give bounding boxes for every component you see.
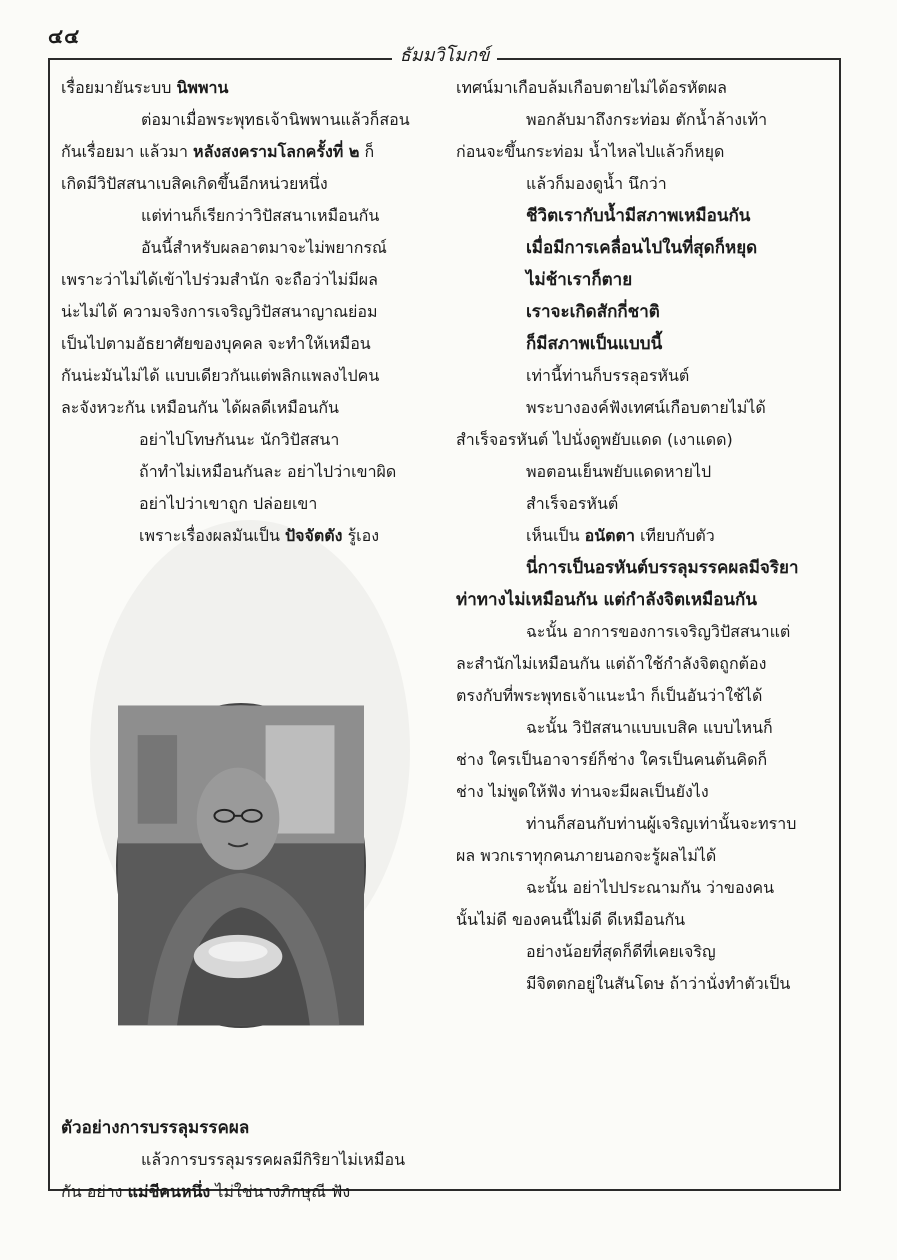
text-line-r27 (456, 908, 685, 932)
text-line-plain: ละสำนักไม่เหมือนกัน แต่ถ้าใช้กำลังจิตถูกต้อง (456, 654, 767, 673)
text-line-plain: กัน อย่าง (61, 1182, 128, 1201)
text-line-r14 (526, 492, 618, 516)
text-line-plain: พอตอนเย็นพยับแดดหายไป (526, 462, 712, 481)
text-line-l7 (61, 268, 378, 292)
text-line-l13 (139, 460, 396, 484)
text-line-bold: ก็มีสภาพเป็นแบบนี้ (526, 334, 663, 354)
text-line-plain: อย่าไปโทษกันนะ นักวิปัสสนา (139, 430, 340, 449)
text-line-plain: แล้วก็มองดูน้ำ นึกว่า (526, 174, 667, 193)
text-line-plain: ต่อมาเมื่อพระพุทธเจ้านิพพานแล้วก็สอน (141, 110, 410, 129)
text-line-after: ก็ (359, 142, 375, 161)
text-line-l3 (61, 140, 374, 164)
page-number: ๔๔ (48, 24, 81, 48)
text-line-plain: เพราะว่าไม่ได้เข้าไปร่วมสำนัก จะถือว่าไม่มีผล (61, 270, 378, 289)
text-line-r15 (526, 524, 715, 548)
text-line-bold: แม่ชีคนหนึ่ง (127, 1182, 211, 1201)
text-line-plain: เรื่อยมายันระบบ (61, 78, 177, 97)
text-line-r23 (456, 780, 709, 804)
text-line-r12 (456, 428, 733, 452)
text-line-plain: แล้วการบรรลุมรรคผลมีกิริยาไม่เหมือน (141, 1150, 406, 1169)
text-line-r18 (526, 620, 790, 644)
text-line-l12 (139, 428, 339, 452)
text-line-bold: อนัตตา (584, 526, 635, 545)
text-line-r22 (456, 748, 767, 772)
text-line-plain: เห็นเป็น (526, 526, 585, 545)
text-line-plain: กันเรื่อยมา แล้วมา (61, 142, 194, 161)
text-line-plain: เพราะเรื่องผลมันเป็น (139, 526, 285, 545)
text-line-bold: เราจะเกิดสักกี่ชาติ (526, 302, 660, 322)
text-line-l17 (141, 1148, 405, 1172)
text-line-r28 (526, 940, 716, 964)
text-line-l5 (141, 204, 379, 228)
text-line-after: ไม่ใช่นางภิกษุณี ฟัง (210, 1182, 351, 1201)
text-line-l2 (141, 108, 410, 132)
text-line-l10 (61, 364, 379, 388)
text-line-plain: พระบางองค์ฟังเทศน์เกือบตายไม่ได้ (526, 398, 766, 417)
text-line-r8 (526, 300, 660, 324)
text-line-r3 (456, 140, 724, 164)
text-line-plain: ฉะนั้น อาการของการเจริญวิปัสสนาแต่ (526, 622, 791, 641)
text-line-l9 (61, 332, 371, 356)
text-line-plain: ฉะนั้น วิปัสสนาแบบเบสิค แบบไหนก็ (526, 718, 773, 737)
text-line-r6 (526, 236, 757, 260)
text-line-after: เทียบกับตัว (634, 526, 715, 545)
text-line-l4 (61, 172, 328, 196)
text-line-plain: เป็นไปตามอัธยาศัยของบุคคล จะทำให้เหมือน (61, 334, 371, 353)
text-line-r5 (526, 204, 750, 228)
text-line-bold: ท่าทางไม่เหมือนกัน แต่กำลังจิตเหมือนกัน (456, 590, 757, 610)
text-line-plain: นั้นไม่ดี ของคนนี้ไม่ดี ดีเหมือนกัน (456, 910, 686, 929)
text-line-plain: กันน่ะมันไม่ได้ แบบเดียวกันแต่พลิกแพลงไปคน (61, 366, 380, 385)
text-line-plain: ตรงกับที่พระพุทธเจ้าแนะนำ ก็เป็นอันว่าใช้ได้ (456, 686, 763, 705)
text-line-l14 (139, 492, 317, 516)
text-line-plain: ผล พวกเราทุกคนภายนอกจะรู้ผลไม่ได้ (456, 846, 717, 865)
text-line-plain: ก่อนจะขึ้นกระท่อม น้ำไหลไปแล้วก็หยุด (456, 142, 725, 161)
text-line-plain: ช่าง ใครเป็นอาจารย์ก็ช่าง ใครเป็นคนต้นคิดก็ (456, 750, 768, 769)
text-line-r7 (526, 268, 632, 292)
text-line-plain: เกิดมีวิปัสสนาเบสิคเกิดขึ้นอีกหน่วยหนึ่ง (61, 174, 328, 193)
text-line-bold: นิพพาน (176, 78, 229, 97)
text-line-plain: เท่านี้ท่านก็บรรลุอรหันต์ (526, 366, 690, 385)
text-line-bold: ชีวิตเรากับน้ำมีสภาพเหมือนกัน (526, 206, 751, 226)
text-line-plain: สำเร็จอรหันต์ (526, 494, 619, 513)
text-line-r20 (456, 684, 762, 708)
text-line-bold: หลังสงครามโลกครั้งที่ ๒ (193, 142, 360, 161)
text-line-bold: ตัวอย่างการบรรลุมรรคผล (61, 1118, 250, 1138)
text-line-l1 (61, 76, 228, 100)
text-line-bold: ไม่ช้าเราก็ตาย (526, 270, 633, 290)
monk-portrait-photo (116, 703, 366, 1028)
text-line-plain: อย่าไปว่าเขาถูก ปล่อยเขา (139, 494, 318, 513)
text-line-r11 (526, 396, 766, 420)
text-line-r19 (456, 652, 766, 676)
text-line-plain: แต่ท่านก็เรียกว่าวิปัสสนาเหมือนกัน (141, 206, 380, 225)
text-line-l15 (139, 524, 379, 548)
text-line-plain: อันนี้สำหรับผลอาตมาจะไม่พยากรณ์ (141, 238, 387, 257)
text-line-plain: พอกลับมาถึงกระท่อม ตักน้ำล้างเท้า (526, 110, 768, 129)
text-line-plain: ฉะนั้น อย่าไปประณามกัน ว่าของคน (526, 878, 775, 897)
text-line-bold: เมื่อมีการเคลื่อนไปในที่สุดก็หยุด (526, 238, 758, 258)
text-line-r9 (526, 332, 662, 356)
text-line-bold: ปัจจัตตัง (284, 526, 343, 545)
text-line-r17 (456, 588, 757, 612)
text-line-r10 (526, 364, 689, 388)
text-line-r24 (526, 812, 796, 836)
text-line-l8 (61, 300, 378, 324)
text-line-r26 (526, 876, 774, 900)
text-line-after: รู้เอง (342, 526, 380, 545)
text-line-r2 (526, 108, 767, 132)
text-line-plain: สำเร็จอรหันต์ ไปนั่งดูพยับแดด (เงาแดด) (456, 430, 733, 449)
text-line-plain: มีจิตตกอยู่ในสันโดษ ถ้าว่านั่งทำตัวเป็น (526, 974, 791, 993)
text-line-plain: ละจังหวะกัน เหมือนกัน ได้ผลดีเหมือนกัน (61, 398, 339, 417)
right-column (456, 76, 826, 1176)
text-line-l6 (141, 236, 387, 260)
text-line-plain: ช่าง ไม่พูดให้ฟัง ท่านจะมีผลเป็นยังไง (456, 782, 709, 801)
text-line-plain: เทศน์มาเกือบล้มเกือบตายไม่ได้อรหัตผล (456, 78, 727, 97)
text-line-r21 (526, 716, 773, 740)
text-line-r1 (456, 76, 727, 100)
running-header-title: ธัมมวิโมกข์ (392, 44, 498, 68)
text-line-r29 (526, 972, 790, 996)
text-line-l18 (61, 1180, 350, 1204)
text-line-r4 (526, 172, 667, 196)
text-line-bold: นี่การเป็นอรหันต์บรรลุมรรคผลมีจริยา (526, 558, 799, 578)
text-line-l11 (61, 396, 339, 420)
text-line-plain: อย่างน้อยที่สุดก็ดีที่เคยเจริญ (526, 942, 716, 961)
text-line-l16 (61, 1116, 249, 1140)
text-line-plain: น่ะไม่ได้ ความจริงการเจริญวิปัสสนาญาณย่อม (61, 302, 378, 321)
monk-portrait-illustration (118, 705, 364, 1026)
text-line-plain: ถ้าทำไม่เหมือนกันละ อย่าไปว่าเขาผิด (139, 462, 397, 481)
text-line-r13 (526, 460, 711, 484)
text-line-r25 (456, 844, 716, 868)
text-line-plain: ท่านก็สอนกับท่านผู้เจริญเท่านั้นจะทราบ (526, 814, 797, 833)
text-line-r16 (526, 556, 799, 580)
